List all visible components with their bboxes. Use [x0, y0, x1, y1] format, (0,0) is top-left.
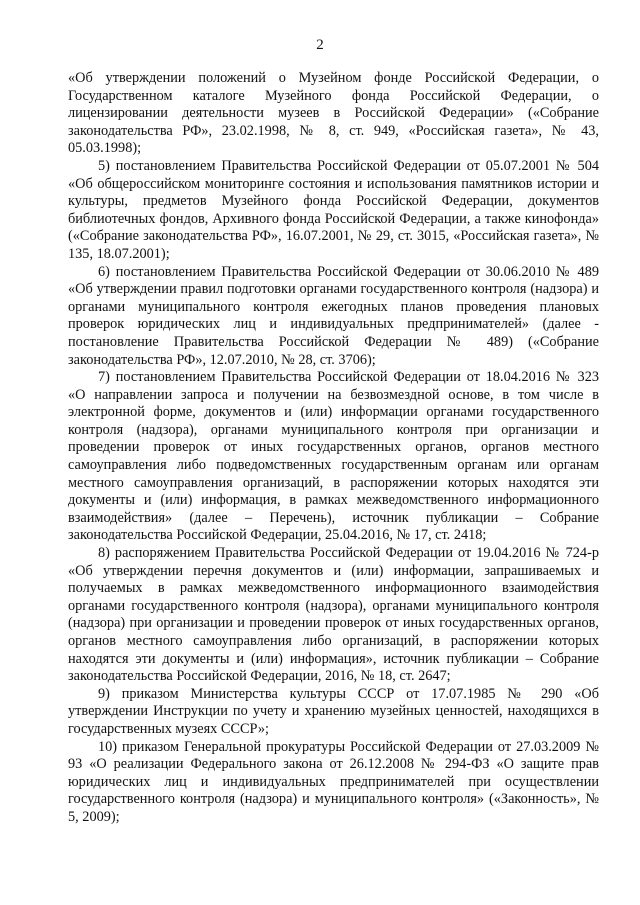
paragraph-continuation: «Об утверждении положений о Музейном фонде Российской Федерации, о Государственном каталоге Музейного фонда Российской Федерации, о лицензировании деятельности музеев в Российской Федерации» («Собрание законодательства РФ», 23.02.1998, № 8, ст. 949, «Российская газета», № 43, 05.03.1998); — [68, 70, 599, 157]
paragraph-item-7: 7) постановлением Правительства Российской Федерации от 18.04.2016 № 323 «О направлении запроса и получении на безвозмездной основе, в том числе в электронной форме, документов и (или) информации органами государственного контроля (надзора), органами муниципального контроля при организации и проведении проверок от иных государственных органов, органов местного самоуправления либо подведомственных государственным органам или органам местного самоуправления организаций, в распоряжении которых находятся эти документы и (или) информация, в рамках межведомственного информационного взаимодействия» (далее – Перечень), источник публикации – Собрание законодательства Российской Федерации, 25.04.2016, № 17, ст. 2418; — [68, 369, 599, 544]
paragraph-item-6: 6) постановлением Правительства Российской Федерации от 30.06.2010 № 489 «Об утверждении правил подготовки органами государственного контроля (надзора) и органами муниципального контроля ежегодных планов проведения плановых проверок юридических лиц и индивидуальных предпринимателей» (далее - постановление Правительства Российской Федерации № 489) («Собрание законодательства РФ», 12.07.2010, № 28, ст. 3706); — [68, 263, 599, 368]
paragraph-item-10: 10) приказом Генеральной прокуратуры Российской Федерации от 27.03.2009 № 93 «О реализации Федерального закона от 26.12.2008 № 294-ФЗ «О защите прав юридических лиц и индивидуальных предпринимателей при осуществлении государственного контроля (надзора) и муниципального контроля» («Законность», № 5, 2009); — [68, 738, 599, 825]
paragraph-item-5: 5) постановлением Правительства Российской Федерации от 05.07.2001 № 504 «Об общероссийском мониторинге состояния и использования памятников истории и культуры, предметов Музейного фонда Российской Федерации, документов библиотечных фондов, Архивного фонда Российской Федерации, а также кинофонда» («Собрание законодательства РФ», 16.07.2001, № 29, ст. 3015, «Российская газета», № 135, 18.07.2001); — [68, 157, 599, 262]
paragraph-item-8: 8) распоряжением Правительства Российской Федерации от 19.04.2016 № 724-р «Об утверждении перечня документов и (или) информации, запрашиваемых и получаемых в рамках межведомственного информационного взаимодействия органами государственного контроля (надзора), органами муниципального контроля (надзора) при организации и проведении проверок от иных государственных органов, органов местного самоуправления либо организаций, в распоряжении которых находятся эти документы и (или) информация», источник публикации – Собрание законодательства Российской Федерации, 2016, № 18, ст. 2647; — [68, 545, 599, 685]
paragraph-item-9: 9) приказом Министерства культуры СССР от 17.07.1985 № 290 «Об утверждении Инструкции по учету и хранению музейных ценностей, находящихся в государственных музеях СССР»; — [68, 685, 599, 737]
page-number: 2 — [316, 37, 324, 53]
document-body — [68, 70, 599, 827]
